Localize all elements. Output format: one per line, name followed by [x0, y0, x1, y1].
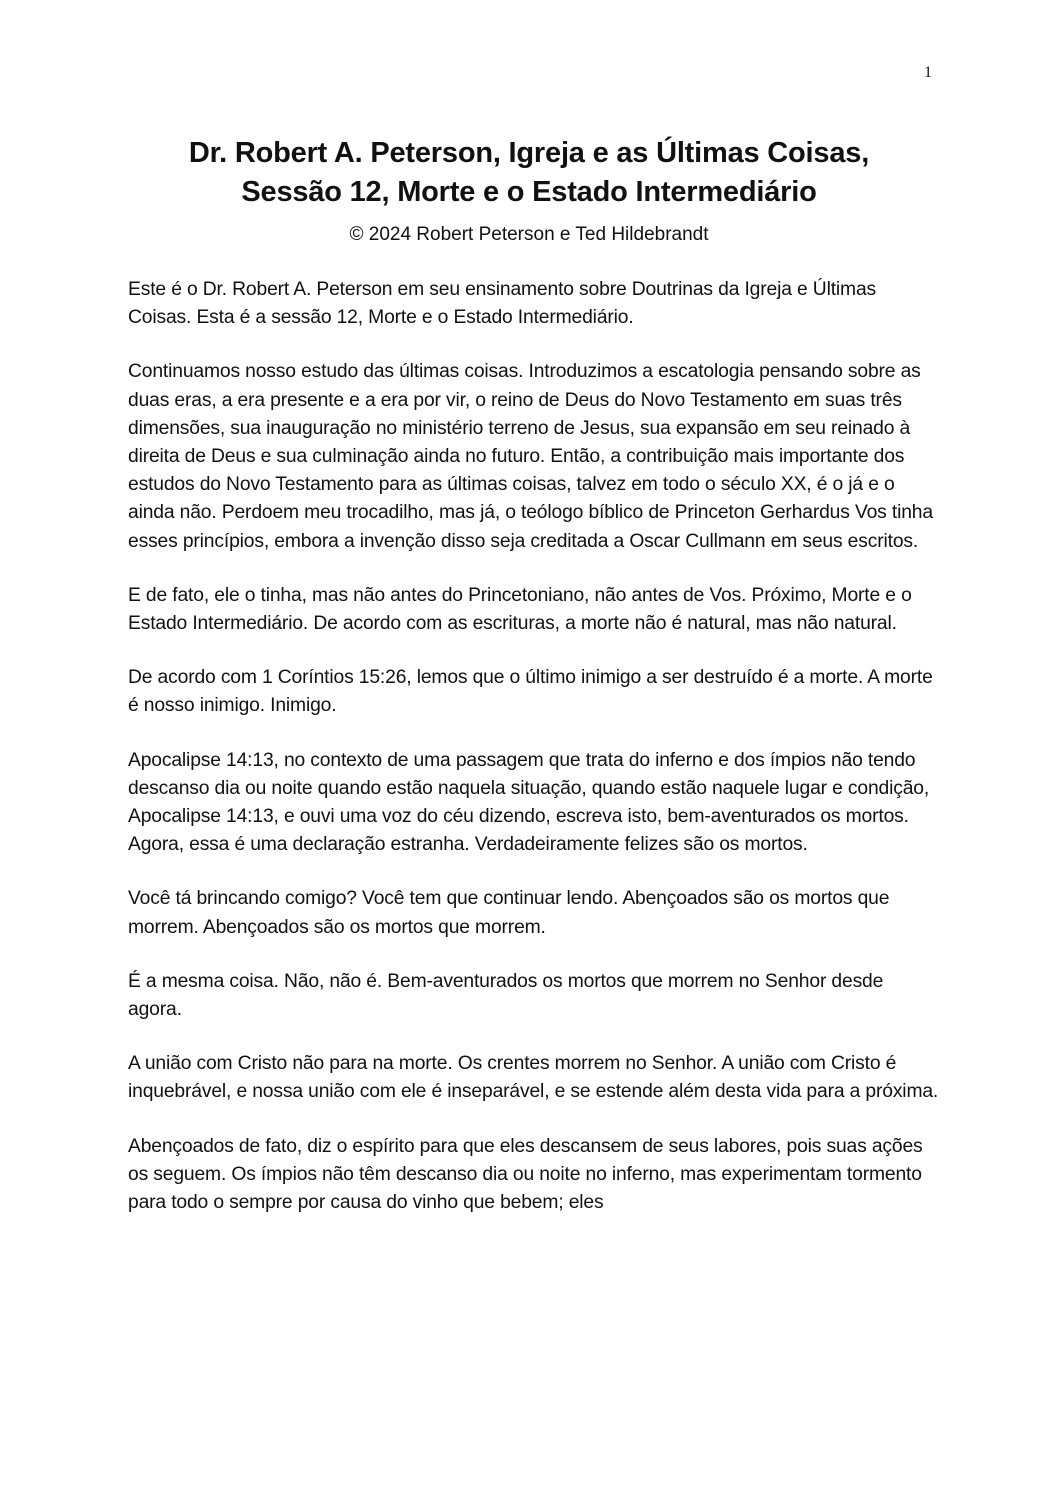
paragraph: É a mesma coisa. Não, não é. Bem-aventurados os mortos que morrem no Senhor desde agora. [128, 970, 884, 1021]
copyright-notice: © 2024 Robert Peterson e Ted Hildebrandt [349, 224, 709, 245]
title-line-1: Dr. Robert A. Peterson, Igreja e as Últimas Coisas, [188, 137, 870, 169]
document-title [100, 134, 958, 212]
paragraph: Apocalipse 14:13, no contexto de uma passagem que trata do inferno e dos ímpios não tendo descanso dia ou noite quando estão naquela situação, quando estão naquele lugar e condição, Apocalipse 14:13, e ouvi uma voz do céu dizendo, escreva isto, bem-aventurados os mortos. Agora, essa é uma declaração estranha. Verdadeiramente felizes são os mortos. [128, 749, 930, 856]
paragraph: De acordo com 1 Coríntios 15:26, lemos que o último inimigo a ser destruído é a morte. A morte é nosso inimigo. Inimigo. [128, 667, 933, 717]
paragraph: A união com Cristo não para na morte. Os crentes morrem no Senhor. A união com Cristo é inquebrável, e nossa união com ele é inseparável, e se estende além desta vida para a próxima. [128, 1053, 939, 1103]
paragraph: Este é o Dr. Robert A. Peterson em seu ensinamento sobre Doutrinas da Igreja e Últimas Coisas. Esta é a sessão 12, Morte e o Estado Intermediário. [128, 279, 877, 329]
paragraph: Continuamos nosso estudo das últimas coisas. Introduzimos a escatologia pensando sobre as duas eras, a era presente e a era por vir, o reino de Deus do Novo Testamento em suas três dimensões, sua inauguração no ministério terreno de Jesus, sua expansão em seu reinado à direita de Deus e sua culminação ainda no futuro. Então, a contribuição mais importante dos estudos do Novo Testamento para as últimas coisas, talvez em todo o século XX, é o já e o ainda não. Perdoem meu trocadilho, mas já, o teólogo bíblico de Princeton Gerhardus Vos tinha esses princípios, embora a invenção disso seja creditada a Oscar Cullmann em seus escritos. [128, 361, 933, 552]
title-line-2: Sessão 12, Morte e o Estado Intermediário [241, 176, 817, 208]
paragraph: Abençoados de fato, diz o espírito para que eles descansem de seus labores, pois suas ações os seguem. Os ímpios não têm descanso dia ou noite no inferno, mas experimentam tormento para todo o sempre por causa do vinho que bebem; eles [128, 1135, 923, 1214]
page-number: 1 [924, 64, 932, 81]
paragraph: Você tá brincando comigo? Você tem que continuar lendo. Abençoados são os mortos que morrem. Abençoados são os mortos que morrem. [128, 888, 890, 938]
document-body [128, 276, 940, 1243]
paragraph: E de fato, ele o tinha, mas não antes do Princetoniano, não antes de Vos. Próximo, Morte e o Estado Intermediário. De acordo com as escrituras, a morte não é natural, mas não natural. [128, 584, 912, 635]
